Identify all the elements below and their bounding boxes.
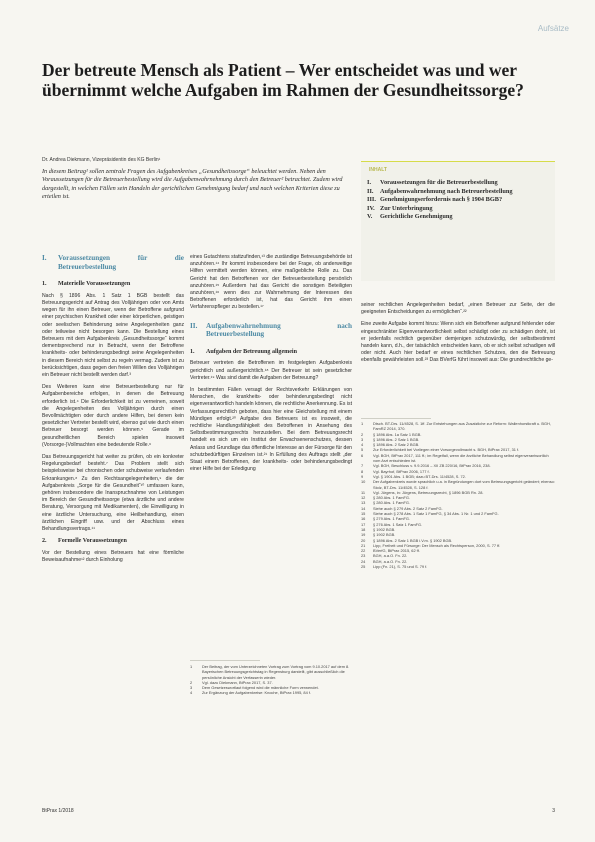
body-paragraph: In bestimmten Fällen versagt der Rechtsverkehr Erklärungen von Menschen, die krankheits- oder behinderungsbedingt nicht eigenverantwortlich handeln können, die rechtliche Anerkennung. Es ist Verfassungsrechtlich geboten, dass hier eine Gleichstellung mit einem Mündigen erfolgt.²⁰ Aufgabe des Betreuers ist es insoweit, die rechtliche Handlungsfähigkeit des Betroffenen in Ansehung des Selbstbestimmungsrechts herzustellen. Bei dem Betreuungsrecht handelt es sich um ein Institut der Erwachsenenschutzes, dessen Anlass und Grundlage das öffentliche Interesse an der Fürsorge für den schutzbedürftigen Einzelnen ist.²¹ In Erfüllung des Auftrags stellt „der Staat einem Betroffenen, der krankheits- oder behinderungsbedingt einer Hilfe bei der Erledigung (190, 387, 352, 473)
toc-item[interactable] (367, 188, 555, 196)
footnote-text: § 1896 Abs. 2 Satz 1 BGB. (373, 436, 420, 442)
footnote-number: 15 (361, 511, 366, 517)
section-title: Voraussetzungen für die Betreuerbestellung (58, 254, 184, 271)
journal-footer: BtPrax 1/2018 (42, 808, 74, 814)
toc-box (361, 161, 555, 281)
footnote-number: 14 (361, 505, 366, 511)
footnote-text: § 280 Abs. 1 FamFG. (373, 500, 410, 506)
footnote-text: Zur Ergänzung der Aufgabenkreise: Knoche, BtPrax 1995, 84 f. (202, 690, 312, 696)
section-number: I. (42, 254, 47, 262)
footnote (361, 564, 555, 569)
footnote-number: 21 (361, 542, 366, 548)
footnote-number: 4 (190, 690, 193, 696)
footnote-text: Vgl. BGH, BtPrax 2017, 111 ff.; im Regelfall, wenn die ärztliche Behandlung selbst eigenverantwortlich vom Arzt entschieden ist. (373, 452, 549, 464)
section-tag: Aufsätze (537, 24, 569, 33)
column-1 (42, 254, 184, 569)
footnote-number: 1 (361, 421, 364, 426)
footnote-text: Lipp (Fn. 21), S. 75 und S. 79 f. (373, 564, 428, 570)
footnote-number: 7 (361, 463, 364, 469)
footnote-number: 12 (361, 495, 366, 501)
footnote-text: § 1896 Abs. 1a Satz 1 BGB. (373, 431, 422, 437)
subsection-number: 1. (190, 348, 195, 355)
footnote-number: 18 (361, 526, 366, 532)
footnote-text: § 1896 Abs. 2 Satz 2 BGB. (373, 442, 420, 448)
footnote-number: 11 (361, 489, 366, 495)
footnotes-col2 (190, 664, 352, 696)
footnote-text: § 1902 BGB. (373, 526, 396, 532)
subsection-heading (190, 349, 352, 357)
footnote-text: § 276 Abs. 1 Satz 1 FamFG. (373, 521, 423, 527)
footnote-text: Lipp, Freiheit und Fürsorge: Der Mensch als Rechtsperson, 2000, S. 77 ff. (373, 542, 501, 548)
footnote-text: Dtsch. BT-Drs. 11/4528, S. 1ff. Zur Entstehungen aus Zusatzliche zur Reform: Wallenhorstkraft u. BGH, FamRZ 2014, 370. (373, 421, 551, 432)
footnote-text: Vgl. BGH, Beschluss v. 9.9.2016 – XII ZB 220/16, BtPrax 2016, 238. (373, 463, 491, 469)
lead-paragraph: In diesem Beitrag¹ sollen zentrale Fragen des Aufgabenkreises „Gesundheitssorge“ beleuchtet werden. Neben den Voraussetzungen für die Betreuerbestellung wird die Aufgabenwahrnehmung durch den Betreuer² betrachtet. Zudem wird dargestellt, in welchen Fällen sein Handeln der gerichtlichen Genehmigung bedarf und nach welchen Kriterien diese zu erteilen ist. (42, 168, 343, 200)
toc-list (367, 179, 555, 221)
body-paragraph: Das Betreuungsgericht hat weiter zu prüfen, ob ein konkreter Regelungsbedarf besteht.⁷ Das Problem stellt sich beispielsweise bei chronischen oder schubweise verlaufenden Erkrankungen.⁸ Zu den Rechtsangelegenheiten,⁹ die der Aufgabenkreis „Sorge für die Gesundheit“¹⁰ umfassen kann, gehören insbesondere die Inanspruchnahme von Leistungen im Bereich der Gesundheitssorge (etwa ärztliche und andere Beratung, Versorgung mit Medikamenten), die Einwilligung in eine ärztliche Untersuchung, eine Heilbehandlung, einen ärztlichen Eingriff usw. und der Abschluss eines Behandlungsvertrags.¹¹ (42, 454, 184, 533)
footnotes-col3 (361, 421, 555, 569)
toc-item[interactable] (367, 196, 555, 204)
footnote-number: 3 (190, 685, 193, 691)
footnote-number: 1 (190, 664, 193, 669)
footnote-number: 24 (361, 558, 366, 564)
page-title: Der betreute Mensch als Patient – Wer entscheidet was und wer übernimmt welche Aufgaben im Rahmen der Gesundheitssorge? (42, 60, 524, 100)
footnote-divider (361, 418, 431, 419)
toc-item[interactable] (367, 205, 555, 213)
footnote-text: BGH, a.a.O. Fn. 22. (373, 558, 408, 564)
subsection-title: Aufgaben der Betreuung allgemein (206, 348, 298, 355)
column-3 (361, 302, 555, 370)
footnote-number: 6 (361, 452, 364, 458)
footnote-number: 19 (361, 532, 366, 538)
footnote-number: 16 (361, 516, 366, 522)
footnote-text: Vgl. § 1901 Abs. 1 BGB; dazu BT-Drs. 11/4528, S. 72. (373, 473, 466, 479)
section-heading (190, 322, 352, 339)
footnote-text: Zur Erforderlichkeit bei Vorliegen einer Vorsorgevollmacht s. BGH, BtPrax 2017, 31 f. (373, 447, 520, 453)
footnote-number: 25 (361, 564, 366, 570)
footnote-text: Siehe auch § 279 Abs. 2 Satz 2 FamFG. (373, 505, 443, 511)
footnote-number: 13 (361, 500, 366, 506)
toc-num: III. (367, 196, 376, 204)
body-paragraph: Betreuer vertreten die Betroffenen im festgelegten Aufgabenkreis gerichtlich und außergerichtlich.¹⁸ Der Betreuer ist sein gesetzlicher Vertreter.¹⁹ Was sind damit die Aufgaben der Betreuung? (190, 360, 352, 381)
body-paragraph: Nach § 1896 Abs. 1 Satz 1 BGB bestellt das Betreuungsgericht auf Antrag des Volljährigen oder von Amts wegen für ihn einen Betreuer, wenn der Betroffene aufgrund einer psychischen Krankheit oder einer körperlichen, geistigen oder seelischen Behinderung seine Angelegenheiten ganz oder teilweise nicht besorgen kann. Die Bestellung eines Betreuers mit dem Aufgabenkreis „Gesundheitssorge“ kommt dementsprechend nur in Betracht, wenn der Betroffene krankheits- oder behinderungsbedingt seine Angelegenheiten in diesem Bereich nicht selbst zu regeln vermag. Zudem ist zu berücksichtigen, dass gegen den freien Willen des Volljährigen ein Betreuer nicht bestellt werden darf.³ (42, 292, 184, 379)
toc-label: Aufgabenwahrnehmung nach Betreuerbestellung (380, 187, 513, 195)
footnote-text: Der Aufgabenkreis wurde sprachlich u.a. in Begründungen dort vom Betreuungsgericht geändert; ebenso: Stolz, BT-Drs. 11/4528, S. 128 f. (373, 479, 555, 490)
footnote-text: § 1902 BGB. (373, 532, 396, 538)
footnote (190, 690, 352, 695)
footnote-text: Vgl. dazu Diekmann, BtPrax 2017, S. 37. (202, 679, 273, 685)
column-2 (190, 254, 352, 478)
toc-label: Voraussetzungen für die Betreuerbestellung (380, 179, 498, 186)
footnote-text: BGH, a.a.O. Fn. 22. (373, 553, 408, 559)
footnote-number: 3 (361, 436, 364, 442)
footnote-text: Dem Gesetzeswortlaut folgend wird die männliche Form verwendet. (202, 685, 319, 691)
footnote-number: 20 (361, 537, 366, 543)
footnote-text: § 279 Abs. 1 FamFG. (373, 516, 410, 522)
section-title: Aufgabenwahrnehmung nach Betreuerbestellung (206, 321, 352, 339)
toc-label: Gerichtliche Genehmigung (380, 213, 453, 221)
subsection-title: Materielle Voraussetzungen (58, 281, 131, 288)
footnote-text: BVerfG, BtPrax 2015, 62 ff. (373, 548, 420, 554)
body-paragraph: Eine zweite Aufgabe kommt hinzu: Wenn sich ein Betroffener aufgrund fehlender oder eingeschränkter Eigenverantwortlichkeit selbst schädigt oder zu schädigen droht, ist er jedenfalls rechtlich gegenüber demjenigen schutzwürdig, der selbstbestimmt handeln kann, d.h., der tatsächlich entscheiden kann, ob er sich selbst schadigen will oder nicht. Auch hier bedarf er eines rechtlichen Schutzes, den die Betreuung ebenfalls gewährleisten soll.²³ Das BVerfG führt insoweit aus: Die grundrechtliche ge- (361, 321, 555, 364)
footnote-text: Siehe auch § 278 Abs. 1 Satz 1 FamFG, § 34 Abs. 1 Nr. 1 und 2 FamFG. (373, 511, 499, 517)
footnote-number: 10 (361, 479, 366, 485)
toc-num: V. (367, 213, 373, 221)
footnote-number: 9 (361, 473, 364, 479)
footnote (361, 421, 555, 432)
author-line: Dr. Andrea Diekmann, Vizepräsidentin des KG Berlin¹ (42, 157, 161, 163)
toc-num: II. (367, 187, 374, 195)
toc-item[interactable] (367, 179, 555, 187)
footnote-number: 5 (361, 447, 364, 453)
footnote-number: 2 (361, 431, 364, 437)
footnote-number: 23 (361, 553, 366, 559)
footnote-number: 22 (361, 548, 366, 554)
footnote-text: Der Beitrag, der vom Unterzeichneten Vortrag zum Vortrag vom 9.10.2017 auf dem 8. Bayerischen Betreuungsgerichtstag in Regensburg darstellt, gibt ausschließlich die persönliche Ansicht der Verfasserin wieder. (202, 664, 350, 680)
footnote-number: 4 (361, 442, 364, 448)
section-number: II. (190, 321, 198, 330)
body-paragraph: eines Gutachtens stattzufinden,¹³ die zuständige Betreuungsbehörde ist anzuhören.¹⁴ Ihr kommt insbesondere bei der Frage, ob anderweitige Hilfen vermittelt werden können, eine maßgebliche Rolle zu. Das Gericht hat den Betroffenen vor der Betreuerbestellung persönlich anzuhören.¹⁵ Außerdem hat das Gericht die sonstigen Beteiligten anzuhören,¹⁶ wenn dies zur Wahrnehmung der Interessen des Betroffenen erforderlich ist, hat das Gericht ihm einen Verfahrenspfleger zu bestellen.¹⁷ (190, 254, 352, 311)
toc-label: Genehmigungserfordernis nach § 1904 BGB? (380, 196, 503, 204)
footnote (190, 664, 352, 680)
footnote-number: 8 (361, 468, 364, 474)
body-paragraph: seiner rechtlichen Angelegenheiten bedarf, „einen Betreuer zur Seite, der die geeigneten Entscheidungen zu ermöglichen“.²² (361, 302, 555, 316)
page-number: 3 (552, 808, 555, 814)
toc-item[interactable] (367, 213, 555, 221)
footnote-text: Vgl. Bayrhof, BtPrax 2006, 177 f. (373, 468, 430, 474)
toc-label: Zur Unterbringung (380, 204, 433, 212)
subsection-title: Formelle Voraussetzungen (58, 538, 127, 545)
section-heading (42, 254, 184, 271)
subsection-heading (42, 281, 184, 289)
footnote-number: 17 (361, 521, 366, 527)
footnote-divider (190, 660, 260, 661)
toc-title: INHALT (369, 167, 387, 173)
footnote-number: 2 (190, 679, 193, 685)
footnote-text: Vgl. Jürgens, in: Jürgens, Betreuungsrecht, § 1896 BGB Rn. 28. (373, 489, 484, 495)
body-paragraph: Des Weiteren kann eine Betreuerbestellung nur für Aufgabenbereiche erfolgen, in denen die Betreuung erforderlich ist.⁴ Die Erforderlichkeit ist zu verneinen, soweit die Angelegenheiten des Volljährigen durch einen Bevollmächtigten oder durch andere Hilfen, bei denen kein gesetzlicher Vertreter bestellt wird, ebenso gut wie durch einen Betreuer besorgt werden können.⁵ Gerade im gesundheitlichen Bereich spielen insoweit (Vorsorge-)Vollmachten eine bedeutende Rolle.⁶ (42, 384, 184, 448)
footnote-text: § 1896 Abs. 2 Satz 1 BGB i.V.m. § 1902 BGB. (373, 537, 453, 543)
subsection-number: 2. (42, 538, 47, 545)
toc-num: IV. (367, 204, 375, 212)
subsection-heading (42, 538, 184, 546)
footnote (361, 479, 555, 490)
body-paragraph: Vor der Bestellung eines Betreuers hat eine förmliche Beweisaufnahme¹² durch Einholung (42, 549, 184, 564)
footnote-text: § 280 Abs. 1 FamFG. (373, 495, 410, 501)
footnote (361, 453, 555, 464)
toc-num: I. (367, 179, 372, 186)
subsection-number: 1. (42, 281, 47, 288)
